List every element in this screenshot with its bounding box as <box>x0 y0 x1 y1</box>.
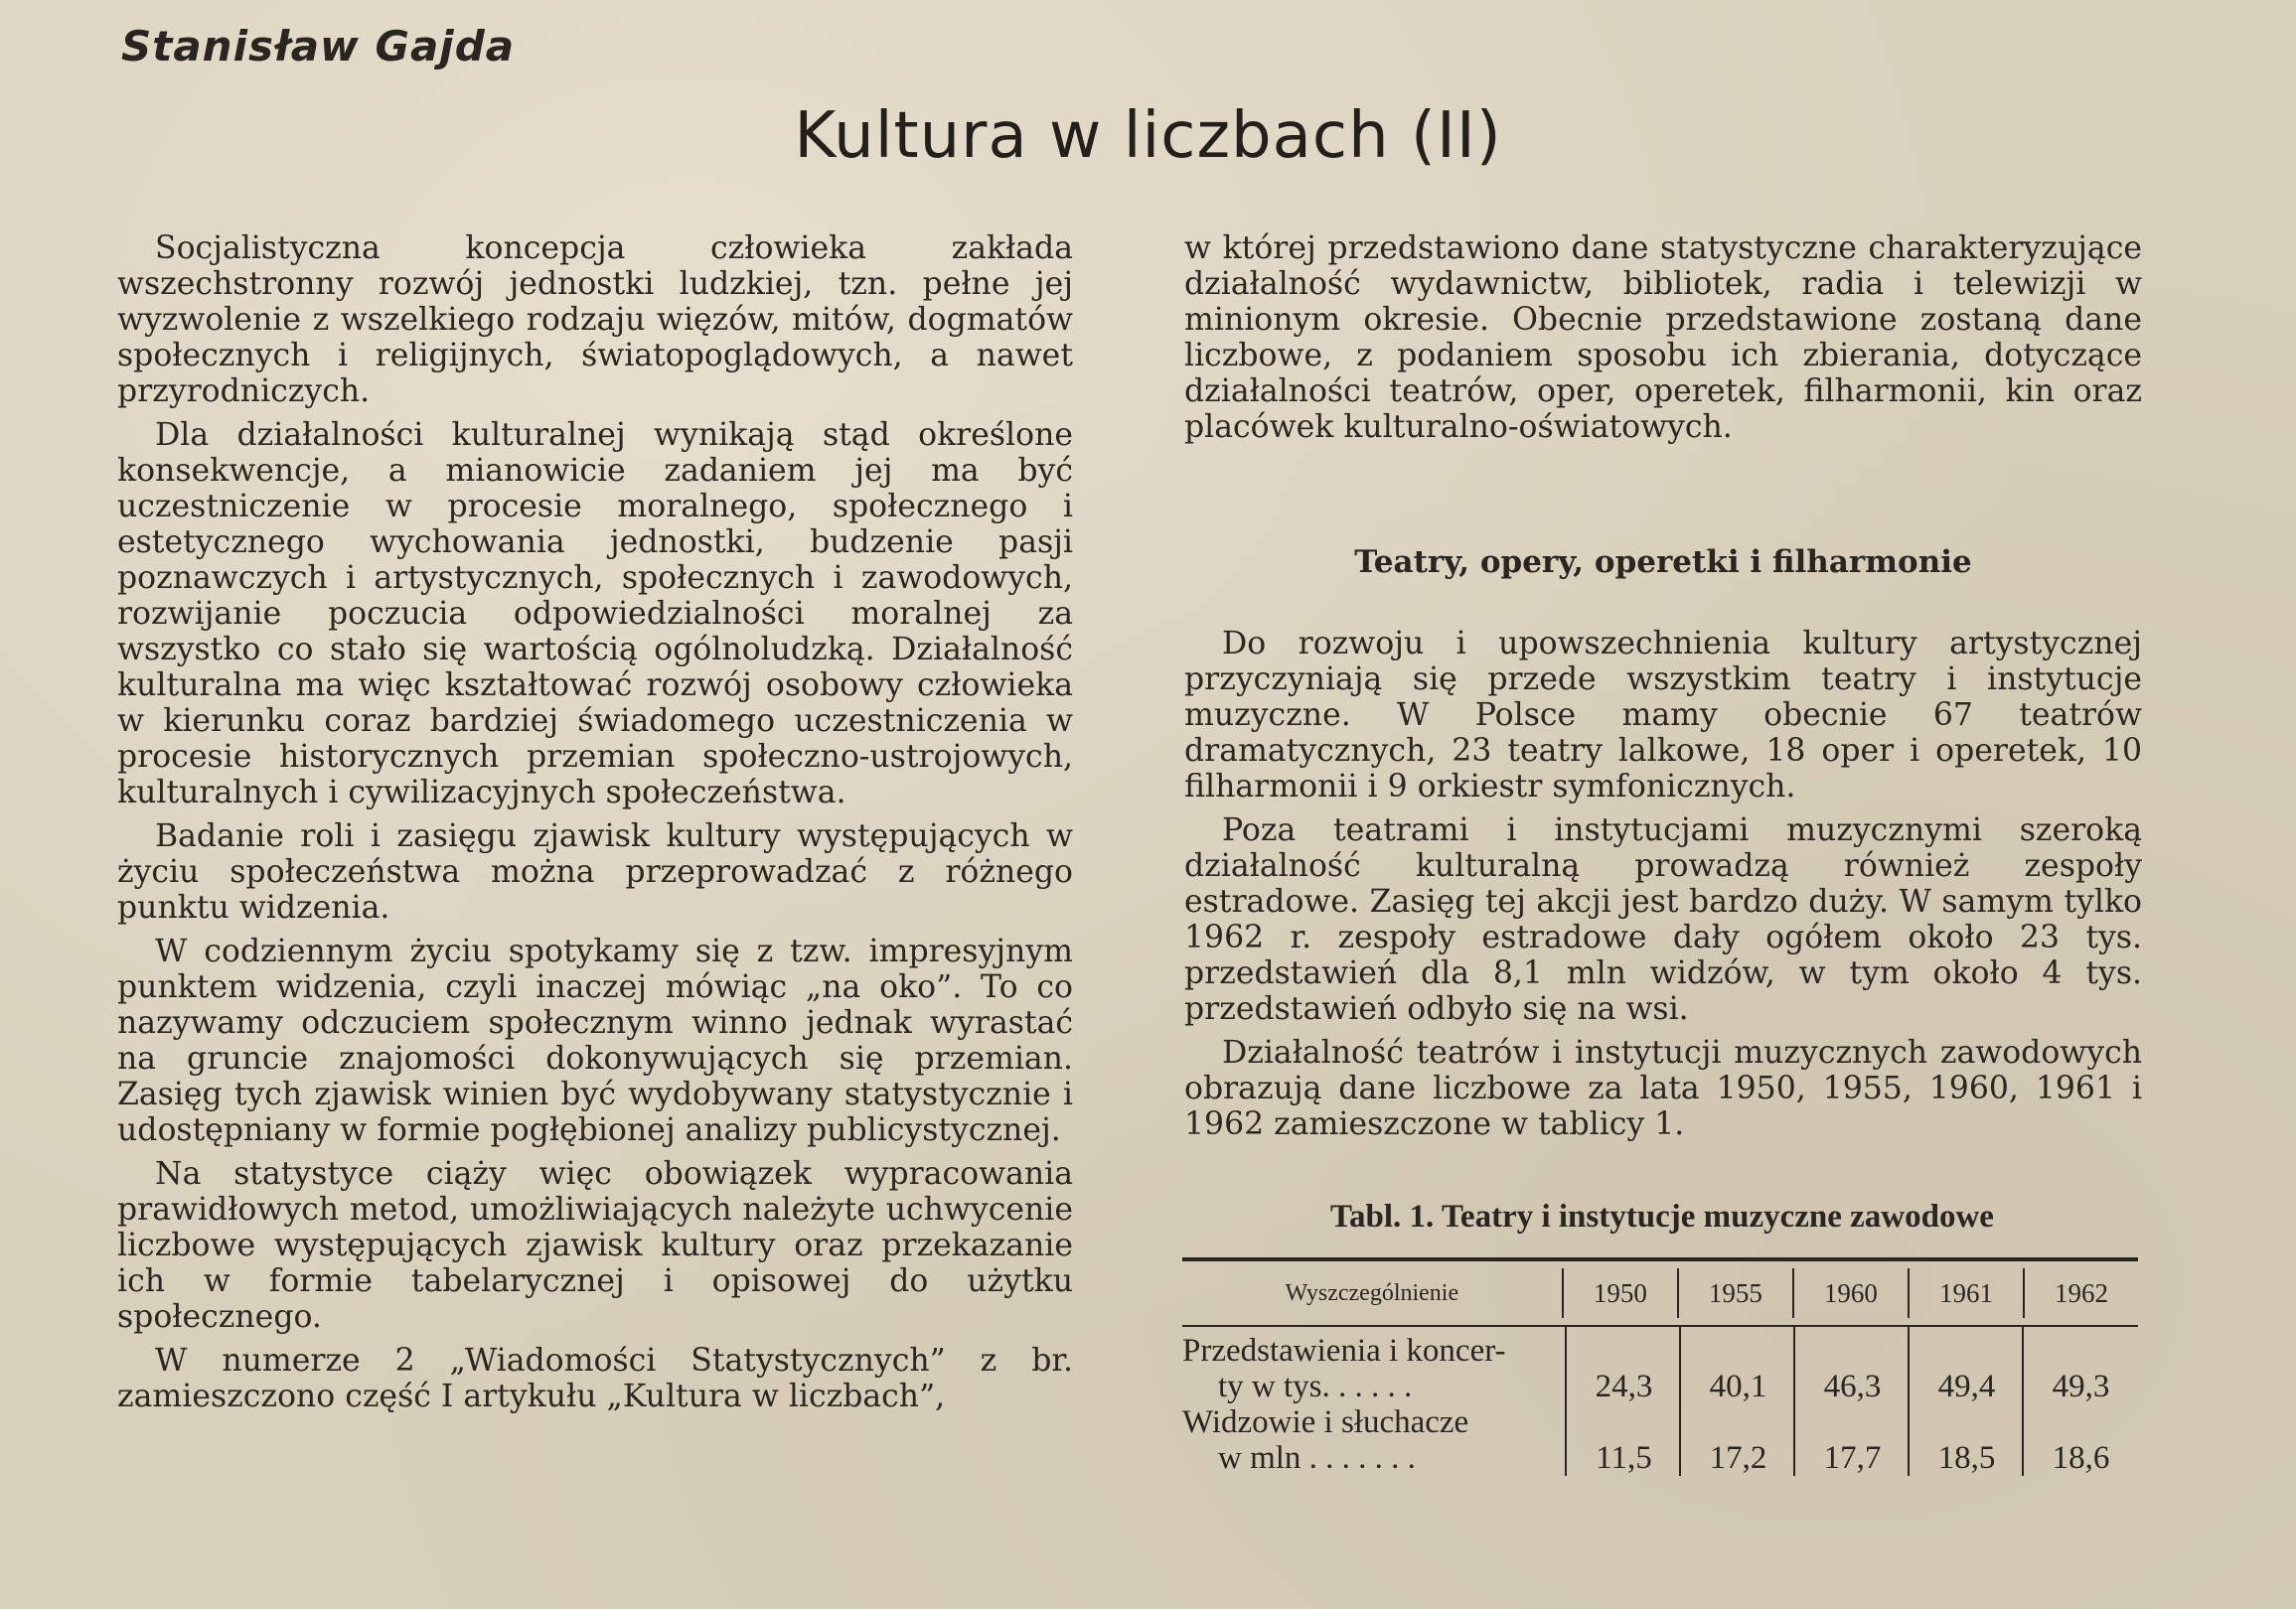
table-header-year: 1955 <box>1677 1268 1792 1318</box>
author-name: Stanisław Gajda <box>121 22 516 71</box>
table-header-year: 1961 <box>1908 1268 2023 1318</box>
right-column-top <box>1184 230 2142 453</box>
section-heading: Teatry, opery, operetki i filharmonie <box>1354 544 1972 580</box>
paragraph: Dla działalności kulturalnej wynikają stąd określone konsekwencje, a mianowicie zadaniem jej ma być uczestniczenie w procesie moralnego, społecznego i estetycznego wychowania jednostki, budzenie pasji poznawczych i artystycznych, społecznych i zawodowych, rozwijanie poczucia odpowiedzialności moralnej za wszystko co stało się wartością ogólnoludzką. Działalność kulturalna ma więc kształtować rozwój osobowy człowieka w kierunku coraz bardziej świadomego uczestniczenia w procesie historycznych przemian społeczno-ustrojowych, kulturalnych i cywilizacyjnych społeczeństwa. <box>117 417 1073 810</box>
row-label-line: ty w tys. . . . . . <box>1218 1369 1413 1404</box>
table-cell: 18,6 <box>2052 1440 2110 1476</box>
table-header-label: Wyszczególnienie <box>1285 1279 1459 1306</box>
table-cell: 11,5 <box>1596 1440 1652 1476</box>
row-label <box>1182 1404 1560 1476</box>
article-title: Kultura w liczbach (II) <box>794 99 1502 173</box>
paragraph: Poza teatrami i instytucjami muzycznymi szeroką działalność kulturalną prowadzą również zespoły estradowe. Zasięg tej akcji jest bardzo duży. W samym tylko 1962 r. zespoły estradowe dały ogółem około 23 tys. przedstawień dla 8,1 mln widzów, w tym około 4 tys. przedstawień odbyło się na wsi. <box>1184 812 2142 1027</box>
table-cell: 24,3 <box>1595 1369 1653 1404</box>
table-cell: 17,7 <box>1823 1440 1882 1476</box>
paragraph: Do rozwoju i upowszechnienia kultury artystycznej przyczyniają się przede wszystkim teatry i instytucje muzyczne. W Polsce mamy obecnie 67 teatrów dramatycznych, 23 teatry lalkowe, 18 oper i operetek, 10 filharmonii i 9 orkiestr symfonicznych. <box>1184 626 2142 804</box>
paragraph: W codziennym życiu spotykamy się z tzw. impresyjnym punktem widzenia, czyli inaczej mówiąc „na oko”. To co nazywamy odczuciem społecznym winno jednak wyrastać na gruncie znajomości dokonywujących się przemian. Zasięg tych zjawisk winien być wydobywany statystycznie i udostępniany w formie pogłębionej analizy publicystycznej. <box>117 934 1073 1148</box>
paragraph: W numerze 2 „Wiadomości Statystycznych” z br. zamieszczono część I artykułu „Kultura w liczbach”, <box>117 1343 1073 1414</box>
paragraph: Socjalistyczna koncepcja człowieka zakłada wszechstronny rozwój jednostki ludzkiej, tzn. pełne jej wyzwolenie z wszelkiego rodzaju więzów, mitów, dogmatów społecznych i religijnych, światopoglądowych, a nawet przyrodniczych. <box>117 230 1073 409</box>
table-header-year: 1962 <box>2023 1268 2138 1318</box>
table-header-year: 1960 <box>1792 1268 1908 1318</box>
paragraph: Działalność teatrów i instytucji muzycznych zawodowych obrazują dane liczbowe za lata 1950, 1955, 1960, 1961 i 1962 zamieszczone w tablicy 1. <box>1184 1035 2142 1142</box>
row-label-line: Przedstawienia i koncer- <box>1182 1333 1506 1369</box>
paragraph-continuation: w której przedstawiono dane statystyczne charakteryzujące działalność wydawnictw, bibliotek, radia i telewizji w minionym okresie. Obecnie przedstawione zostaną dane liczbowe, z podaniem sposobu ich zbierania, dotyczące działalności teatrów, oper, operetek, filharmonii, kin oraz placówek kulturalno-oświatowych. <box>1184 230 2142 445</box>
row-label <box>1182 1333 1560 1404</box>
left-column <box>117 230 1073 1422</box>
table-header-row <box>1182 1261 2138 1325</box>
paragraph: Na statystyce ciąży więc obowiązek wypracowania prawidłowych metod, umożliwiających należyte uchwycenie liczbowe występujących zjawisk kultury oraz przekazanie ich w formie tabelarycznej i opisowej do użytku społecznego. <box>117 1156 1073 1335</box>
table-cell: 46,3 <box>1823 1369 1882 1404</box>
table-cell: 40,1 <box>1709 1369 1767 1404</box>
table-cell: 49,3 <box>2052 1369 2110 1404</box>
row-label-line: Widzowie i słuchacze <box>1182 1404 1469 1440</box>
data-table <box>1182 1257 2138 1486</box>
table-header-year: 1950 <box>1562 1268 1677 1318</box>
table-body <box>1182 1327 2138 1486</box>
table-cell: 18,5 <box>1937 1440 1996 1476</box>
table-caption: Tabl. 1. Teatry i instytucje muzyczne zawodowe <box>1330 1199 1994 1235</box>
table-cell: 49,4 <box>1937 1369 1996 1404</box>
table-cell: 17,2 <box>1709 1440 1767 1476</box>
row-label-line: w mln . . . . . . . <box>1218 1440 1416 1476</box>
right-column-body <box>1184 626 2142 1150</box>
paragraph: Badanie roli i zasięgu zjawisk kultury występujących w życiu społeczeństwa można przeprowadzać z różnego punktu widzenia. <box>117 818 1073 926</box>
